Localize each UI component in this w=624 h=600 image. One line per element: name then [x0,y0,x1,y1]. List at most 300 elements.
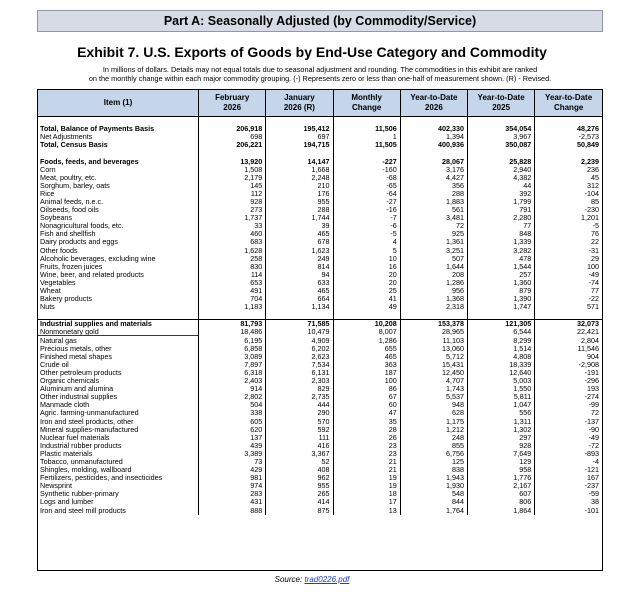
value-cell: 3,089 [199,353,266,361]
value-cell: 195,412 [266,125,333,133]
value-cell: 955 [266,198,333,206]
category-row [38,157,602,165]
item-cell: Bakery products [40,295,92,304]
value-cell: 18,486 [199,328,266,336]
value-cell: 100 [333,377,400,385]
value-cell: 3,367 [266,450,333,458]
value-cell: 49 [333,303,400,311]
value-cell: 1,764 [400,507,467,515]
header-february-2026 [199,90,266,117]
value-cell: 507 [400,255,467,263]
spacer-cell [333,117,400,126]
value-cell: -5 [535,222,602,230]
value-cell: 6,858 [199,345,266,353]
header-line: Change [553,103,584,112]
table-row [38,198,602,206]
value-cell: 633 [266,279,333,287]
value-cell: 187 [333,369,400,377]
value-cell: 888 [199,507,266,515]
value-cell: 35 [333,417,400,425]
value-cell: 350,087 [468,141,535,149]
value-cell: 491 [199,287,266,295]
value-cell: 3,282 [468,247,535,255]
value-cell: 958 [468,466,535,474]
header-line: 2025 [492,103,511,112]
table-row [38,442,602,450]
value-cell: 465 [333,353,400,361]
value-cell: 248 [400,434,467,442]
value-cell: 18 [333,490,400,498]
table-row [38,206,602,214]
value-cell: 3,481 [400,214,467,222]
value-cell: -2,908 [535,361,602,369]
table-row [38,474,602,482]
value-cell: 10,479 [266,328,333,336]
value-cell: 607 [468,490,535,498]
value-cell: 4,427 [400,174,467,182]
value-cell: -191 [535,369,602,377]
value-cell: 439 [199,442,266,450]
spacer-cell [199,117,266,126]
value-cell: 1,737 [199,214,266,222]
value-cell: 6,756 [400,450,467,458]
value-cell: -90 [535,426,602,434]
value-cell: 570 [266,417,333,425]
table-row [38,353,602,361]
table-body [38,117,602,515]
value-cell: -227 [333,157,400,165]
value-cell: 67 [333,393,400,401]
value-cell: 8,299 [468,337,535,345]
source-link[interactable]: trad0226.pdf [304,575,350,584]
value-cell: 1,302 [468,426,535,434]
item-cell: Rice [40,189,55,198]
item-cell: Iron and steel mill products [40,506,126,515]
table-row [38,230,602,238]
table-row [38,328,602,336]
value-cell: 28,965 [400,328,467,336]
value-cell: 258 [199,255,266,263]
value-cell: 6,318 [199,369,266,377]
value-cell: 2,735 [266,393,333,401]
value-cell: 1,514 [468,345,535,353]
header-monthly-change [333,90,400,117]
value-cell: -49 [535,434,602,442]
value-cell: 19 [333,474,400,482]
header-ytd-change [535,90,602,117]
value-cell: 5,003 [468,377,535,385]
item-cell: Natural gas [40,336,77,345]
item-cell: Tobacco, unmanufactured [40,457,123,466]
value-cell: 925 [400,230,467,238]
item-cell: Other petroleum products [40,368,122,377]
item-cell: Nonmonetary gold [38,328,199,336]
value-cell: 928 [199,198,266,206]
table-row [38,174,602,182]
item-cell: Nuclear fuel materials [40,433,110,442]
value-cell: 1,390 [468,295,535,303]
value-cell: 1,360 [468,279,535,287]
value-cell: 38 [535,498,602,506]
value-cell: 1,311 [468,417,535,425]
table-row [38,345,602,353]
value-cell: -16 [333,206,400,214]
value-cell: 875 [266,507,333,515]
table-row [38,361,602,369]
value-cell: 3,389 [199,450,266,458]
value-cell: 698 [199,133,266,141]
item-cell: Alcoholic beverages, excluding wine [40,254,156,263]
value-cell: 2,318 [400,303,467,311]
item-cell: Soybeans [40,214,72,223]
header-ytd-2026 [400,90,467,117]
value-cell: 571 [535,303,602,311]
value-cell: 273 [199,206,266,214]
value-cell: 25 [333,287,400,295]
value-cell: 955 [266,482,333,490]
table-row [38,303,602,311]
value-cell: 60 [333,401,400,409]
exports-table [38,90,602,515]
item-cell: Dairy products and eggs [40,238,118,247]
value-cell: -4 [535,458,602,466]
value-cell: 1,743 [400,385,467,393]
value-cell: 77 [468,222,535,230]
header-line: Change [351,103,382,112]
category-row [38,320,602,329]
value-cell: 1,628 [199,247,266,255]
spacer-cell [266,311,333,320]
item-cell: Meat, poultry, etc. [40,173,97,182]
item-cell: Fish and shellfish [40,230,96,239]
table-row [38,458,602,466]
value-cell: 167 [535,474,602,482]
item-cell: Mineral supplies-manufactured [40,425,139,434]
highlight-underline [38,335,199,336]
spacer-cell [333,149,400,157]
value-cell: 208 [400,271,467,279]
value-cell: -230 [535,206,602,214]
value-cell: 13,060 [400,345,467,353]
note-line-1: In millions of dollars. Details may not equal totals due to seasonal adjustment and rounding. The commodities in this exhibit are ranked [102,65,538,74]
value-cell: 948 [400,401,467,409]
spacer-cell [400,117,467,126]
value-cell: 1,175 [400,417,467,425]
value-cell: 112 [199,190,266,198]
value-cell: 77 [535,287,602,295]
item-cell: Industrial rubber products [40,441,122,450]
table-row [38,409,602,417]
value-cell: 3,176 [400,166,467,174]
spacer-row [38,311,602,320]
value-cell: 697 [266,133,333,141]
value-cell: 125 [400,458,467,466]
value-cell: 904 [535,353,602,361]
value-cell: 73 [199,458,266,466]
value-cell: 1,744 [266,214,333,222]
table-row [38,401,602,409]
table-row [38,337,602,345]
value-cell: 414 [266,498,333,506]
value-cell: 1,747 [468,303,535,311]
table-row [38,182,602,190]
value-cell: 13 [333,507,400,515]
value-cell: 620 [199,426,266,434]
value-cell: 94 [266,271,333,279]
value-cell: 974 [199,482,266,490]
value-cell: 1,134 [266,303,333,311]
value-cell: 12,640 [468,369,535,377]
value-cell: 1,544 [468,263,535,271]
value-cell: 45 [535,174,602,182]
header-item: Item (1) [38,90,199,117]
value-cell: 653 [199,279,266,287]
item-cell: Corn [40,165,56,174]
table-row [38,247,602,255]
header-line: Year-to-Date [477,93,525,102]
exhibit-title: Exhibit 7. U.S. Exports of Goods by End-Use Category and Commodity [77,44,547,60]
value-cell: 22,421 [535,328,602,336]
value-cell: 206,221 [199,141,266,149]
exhibit-note [30,65,610,83]
value-cell: 265 [266,490,333,498]
value-cell: 7,897 [199,361,266,369]
value-cell: 855 [400,442,467,450]
value-cell: 363 [333,361,400,369]
value-cell: -74 [535,279,602,287]
value-cell: 290 [266,409,333,417]
value-cell: 879 [468,287,535,295]
table-row [38,482,602,490]
value-cell: 121,305 [468,320,535,329]
value-cell: 4,808 [468,353,535,361]
value-cell: 129 [468,458,535,466]
item-cell: Agric. farming-unmanufactured [40,409,139,418]
value-cell: 400,936 [400,141,467,149]
value-cell: 1,201 [535,214,602,222]
table-row [38,393,602,401]
value-cell: 2,280 [468,214,535,222]
value-cell: 1,623 [266,247,333,255]
value-cell: 1,339 [468,238,535,246]
item-cell: Other industrial supplies [40,393,118,402]
item-cell: Net Adjustments [40,133,93,142]
value-cell: 6,195 [199,337,266,345]
value-cell: 17 [333,498,400,506]
value-cell: 10,208 [333,320,400,329]
value-cell: 12,450 [400,369,467,377]
item-cell: Animal feeds, n.e.c. [40,197,104,206]
value-cell: 297 [468,434,535,442]
value-cell: 1,394 [400,133,467,141]
note-line-2: on the monthly change within each major commodity grouping. (-) Represents zero or less than one-half of measurement shown. (R) - Revised. [88,74,552,83]
value-cell: -296 [535,377,602,385]
table-row [38,279,602,287]
value-cell: -72 [535,442,602,450]
value-cell: 402,330 [400,125,467,133]
value-cell: 1,776 [468,474,535,482]
spacer-cell [535,117,602,126]
value-cell: 1 [333,133,400,141]
table-row [38,133,602,141]
value-cell: 814 [266,263,333,271]
item-cell: Wine, beer, and related products [40,270,144,279]
exports-table-container[interactable] [37,89,603,571]
value-cell: 6,202 [266,345,333,353]
part-banner: Part A: Seasonally Adjusted (by Commodity/Service) [37,10,603,32]
value-cell: 5,537 [400,393,467,401]
value-cell: 145 [199,182,266,190]
value-cell: 44 [468,182,535,190]
value-cell: 2,303 [266,377,333,385]
value-cell: 28,067 [400,157,467,165]
value-cell: 23 [333,450,400,458]
value-cell: 829 [266,385,333,393]
value-cell: 1,943 [400,474,467,482]
value-cell: 664 [266,295,333,303]
value-cell: 206,918 [199,125,266,133]
spacer-cell [400,311,467,320]
value-cell: 39 [266,222,333,230]
value-cell: 2,167 [468,482,535,490]
item-cell: Precious metals, other [40,344,112,353]
spacer-cell [535,311,602,320]
table-row [38,369,602,377]
value-cell: 2,179 [199,174,266,182]
value-cell: -99 [535,401,602,409]
value-cell: -121 [535,466,602,474]
table-row [38,222,602,230]
value-cell: -64 [333,190,400,198]
value-cell: 2,403 [199,377,266,385]
value-cell: 32,073 [535,320,602,329]
value-cell: 48,276 [535,125,602,133]
value-cell: 504 [199,401,266,409]
value-cell: 11,546 [535,345,602,353]
value-cell: 429 [199,466,266,474]
value-cell: 1,212 [400,426,467,434]
value-cell: -68 [333,174,400,182]
item-cell: Aluminum and alumina [40,385,114,394]
spacer-cell [468,311,535,320]
value-cell: 981 [199,474,266,482]
value-cell: 25,828 [468,157,535,165]
item-cell: Plastic materials [40,449,93,458]
item-cell: Fertilizers, pesticides, and insecticides [40,474,163,483]
value-cell: 19 [333,482,400,490]
value-cell: 683 [199,238,266,246]
table-row [38,507,602,515]
value-cell: 85 [535,198,602,206]
value-cell: 3,967 [468,133,535,141]
value-cell: -65 [333,182,400,190]
value-cell: 444 [266,401,333,409]
value-cell: 72 [400,222,467,230]
value-cell: 236 [535,166,602,174]
value-cell: 3,251 [400,247,467,255]
value-cell: 1,550 [468,385,535,393]
value-cell: 1,286 [400,279,467,287]
value-cell: 288 [400,190,467,198]
value-cell: 354,054 [468,125,535,133]
value-cell: 2,802 [199,393,266,401]
value-cell: -5 [333,230,400,238]
value-cell: 678 [266,238,333,246]
value-cell: 6,131 [266,369,333,377]
table-row [38,214,602,222]
spacer-cell [468,117,535,126]
table-row [38,263,602,271]
value-cell: -22 [535,295,602,303]
value-cell: -27 [333,198,400,206]
item-cell: Crude oil [40,360,69,369]
value-cell: 844 [400,498,467,506]
value-cell: 1,286 [333,337,400,345]
value-cell: 2,623 [266,353,333,361]
table-row [38,498,602,506]
item-cell: Fruits, frozen juices [40,262,103,271]
value-cell: 914 [199,385,266,393]
table-row [38,385,602,393]
spacer-cell [38,149,199,157]
value-cell: 111 [266,434,333,442]
value-cell: 2,248 [266,174,333,182]
table-row [38,434,602,442]
header-line: 2026 [223,103,242,112]
spacer-cell [199,311,266,320]
value-cell: 210 [266,182,333,190]
value-cell: 416 [266,442,333,450]
value-cell: 6,544 [468,328,535,336]
value-cell: 153,378 [400,320,467,329]
item-cell: Total, Census Basis [40,141,108,150]
value-cell: 1,668 [266,166,333,174]
value-cell: 5,811 [468,393,535,401]
value-cell: 962 [266,474,333,482]
table-row [38,417,602,425]
value-cell: 655 [333,345,400,353]
value-cell: 15,431 [400,361,467,369]
value-cell: 548 [400,490,467,498]
value-cell: 20 [333,271,400,279]
value-cell: 1,183 [199,303,266,311]
value-cell: 176 [266,190,333,198]
value-cell: 23 [333,442,400,450]
value-cell: -893 [535,450,602,458]
value-cell: 288 [266,206,333,214]
value-cell: 7,649 [468,450,535,458]
value-cell: -6 [333,222,400,230]
value-cell: 312 [535,182,602,190]
value-cell: 956 [400,287,467,295]
table-row [38,271,602,279]
value-cell: 4 [333,238,400,246]
spacer-cell [266,149,333,157]
item-cell: Oilseeds, food oils [40,206,99,215]
value-cell: 2,940 [468,166,535,174]
value-cell: 1,047 [468,401,535,409]
item-cell: Nonagricultural foods, etc. [40,222,124,231]
value-cell: -237 [535,482,602,490]
value-cell: 29 [535,255,602,263]
value-cell: 4,382 [468,174,535,182]
value-cell: 4,909 [266,337,333,345]
value-cell: 194,715 [266,141,333,149]
value-cell: 114 [199,271,266,279]
value-cell: 1,644 [400,263,467,271]
value-cell: 86 [333,385,400,393]
table-row [38,166,602,174]
